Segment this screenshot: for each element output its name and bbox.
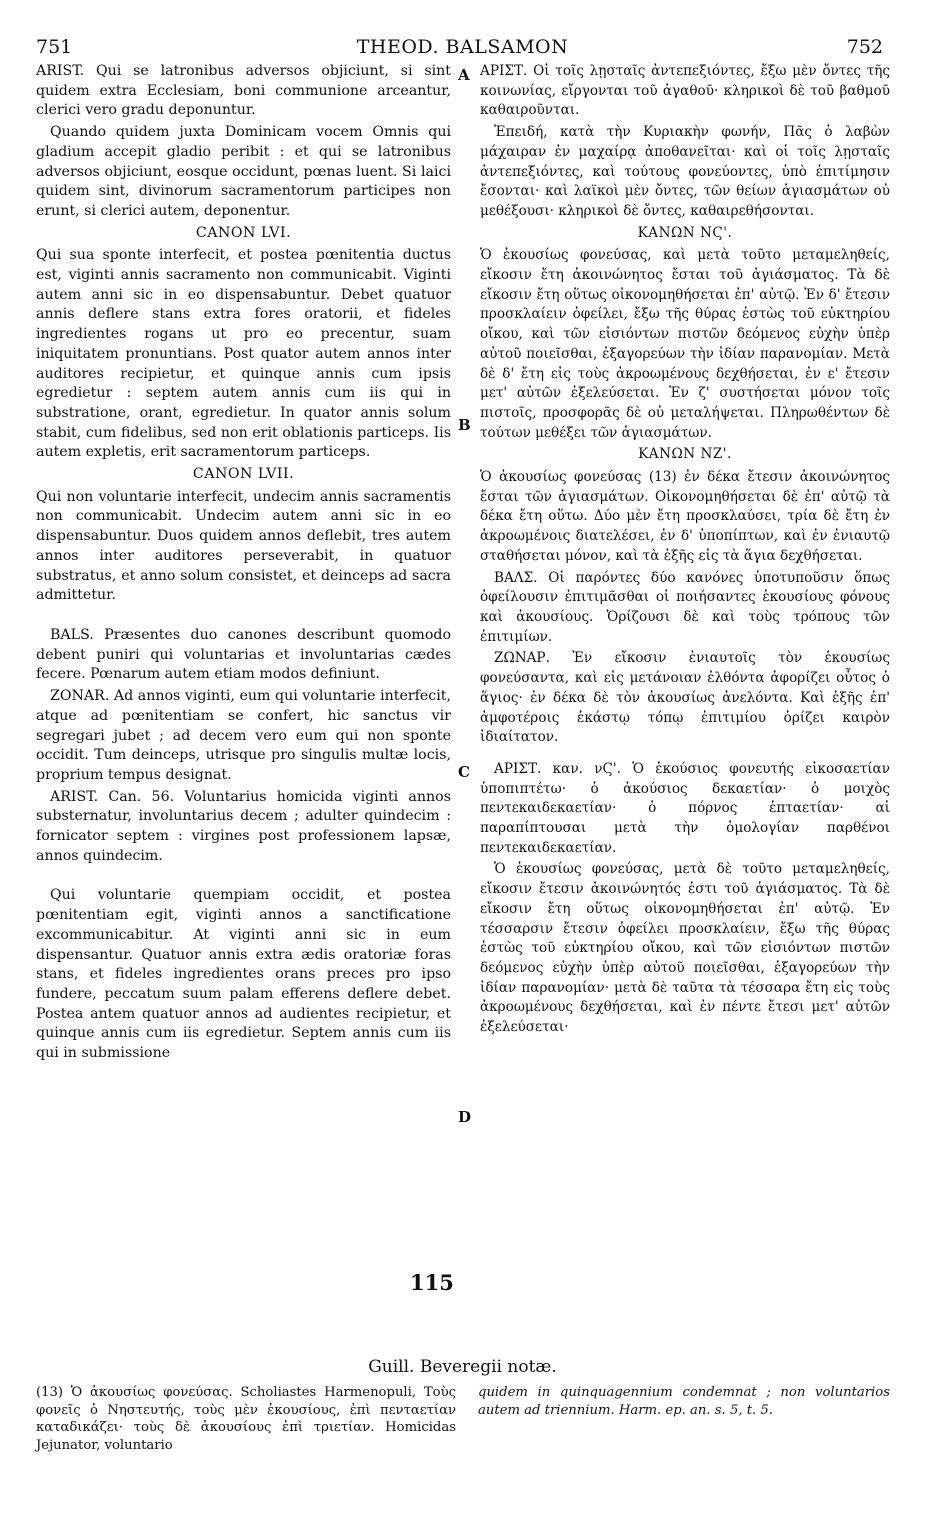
margin-marker-a: A [458,66,470,84]
greek-canon-56-text: Ὁ ἑκουσίως φονεύσας, καὶ μετὰ τοῦτο μεταμεληθείς, εἴκοσιν ἔτη ἀκοινώνητος ἔσται τοῦ ἁγιάσματος. Τὰ δὲ εἴκοσιν ἔτη οὕτως οἰκονομηθήσεται ἐπ' αὐτῷ. Ἐν δ' ἔτεσιν προσκλαίειν ὀφείλει, ἔξω τῆς θύρας ἑστὼς τοῦ εὐκτηρίου οἴκου, καὶ τῶν εἰσιόντων πιστῶν δεόμενος εὐχὴν ὑπὲρ αὐτοῦ ποιεῖσθαι, ἐξαγορεύων τὴν ἰδίαν παρανομίαν. Μετὰ δὲ δ' ἔτη εἰς τοὺς ἀκροωμένους δεχθήσεται, ἐν ε' ἔτεσιν μετ' αὐτῶν ἐξελεύσεται. Ἐν ζ' συστήσεται μόνον τοῖς πιστοῖς, προσφορᾶς δὲ οὐ μεταλήψεται. Πληρωθέντων δὲ τούτων μεθέξει τῶν ἁγιασμάτων. [480,247,890,441]
greek-final-paragraph: Ὁ ἑκουσίως φονεύσας, μετὰ δὲ τοῦτο μεταμεληθείς, εἴκοσιν ἔτεσιν ἀκοινώνητός ἐστι τοῦ ἁγιάσματος. Τὰ δὲ εἴκοσιν ἔτη οὕτως οἰκονομηθήσεται ἐπ' αὐτῷ. Ἐν τέσσαρσιν ἔτεσιν ὀφείλει προσκλαίειν, ἔξω τῆς θύρας ἑστὼς τοῦ εὐκτηρίου οἴκου, καὶ τῶν εἰσιόντων πιστῶν δεόμενος εὐχὴν ὑπὲρ αὐτοῦ ποιεῖσθαι, ἐξαγορεύων τὴν ἰδίαν παρανομίαν· μετὰ δὲ ταῦτα τὰ τέσσαρα ἔτη εἰς τοὺς ἀκροωμένους δεχθήσεται, καὶ ἐν πέντε ἔτεσι μετ' αὐτῶν ἐξελεύσεται· [480,861,890,1036]
greek-arist-paragraph: ΑΡΙΣΤ. Οἱ τοῖς λῃσταῖς ἀντεπεξιόντες, ἔξω μὲν ὄντες τῆς κοινωνίας, εἴργονται τοῦ ἀγαθοῦ· κληρικοὶ δὲ τοῦ βαθμοῦ καθαιροῦνται. [480,63,890,119]
latin-arist-paragraph: ARIST. Qui se latronibus adversos objiciunt, si sint quidem extra Ecclesiam, boni communione arceantur, clerici vero gradu deponuntur. [36,63,451,119]
greek-commentary-paragraph: Ἐπειδή, κατὰ τὴν Κυριακὴν φωνήν, Πᾶς ὁ λαβὼν μάχαιραν ἐν μαχαίρᾳ ἀποθανεῖται· καὶ οἱ τοῖς λῃσταῖς ἀντεπεξιόντες, καὶ τούτους φονεύοντες, ὑπὸ ἐπιτίμησιν ἔσονται· καὶ λαϊκοὶ μὲν ὄντες, τῶν θείων ἁγιασμάτων οὐ μεθέξουσι· κληρικοὶ δὲ ὄντες, καθαιρεθήσονται. [480,124,890,219]
latin-arist-summary: ARIST. Can. 56. Voluntarius homicida viginti annos substernatur, involuntarius decem ; adulter quindecim : fornicator septem : virgines post professionem lapsæ, annos quindecim. [36,788,451,864]
latin-column [36,62,451,1066]
footnote-right: quidem in quinquagennium condemnat ; non voluntarios autem ad triennium. Harm. ep. an. s. 5, t. 5. [478,1385,890,1418]
page-number-left: 751 [36,36,73,58]
running-title: THEOD. BALSAMON [356,36,569,58]
page-number-right: 752 [846,36,883,58]
greek-canon-57-text: Ὁ ἀκουσίως φονεύσας (13) ἐν δέκα ἔτεσιν ἀκοινώνητος ἔσται τῶν ἁγιασμάτων. Οἰκονομηθήσεται δὲ ἐπ' αὐτῷ τὰ δέκα ἔτη οὕτω. Δύο μὲν ἔτη προσκλαύσει, τρία δὲ ἔτη ἐν ἀκροωμένοις διατελέσει, ἐν δ' ὑποπίπτων, καὶ ἐν ἐνιαυτῷ σταθήσεται μόνον, καὶ τὰ ἑξῆς εἰς τὰ ἅγια δεχθήσεται. [480,469,890,564]
latin-bals-paragraph: BALS. Præsentes duo canones describunt quomodo debent puniri qui voluntarias et involuntarias cædes fecere. Pœnarum autem etiam modos definiunt. [36,626,451,683]
latin-canon-57-heading: CANON LVII. [192,466,295,483]
footnote-left: (13) Ὁ ἀκουσίως φονεύσας. Scholiastes Harmenopuli, Τοὺς φονεῖς ὁ Νηστευτής, τοὺς μὲν ἑκουσίους, ἐπὶ πενταετίαν καταδικάζει· τοὺς δὲ ἀκουσίους ἐπὶ τριετίαν. Homicidas Jejunator, voluntario [36,1385,456,1453]
notes-heading: Guill. Beveregii notæ. [368,1357,557,1377]
margin-marker-b: B [458,416,471,434]
greek-column [480,62,890,1040]
greek-bals-paragraph: ΒΑΛΣ. Οἱ παρόντες δύο κανόνες ὑποτυποῦσιν ὅπως ὀφείλουσιν ἐπιτιμᾶσθαι οἱ ποιήσαντες ἑκουσίους φόνους καὶ ἀκουσίους. Ὁρίζουσι δὲ καὶ τοὺς τρόπους τῶν ἐπιτιμίων. [480,569,890,645]
column-number: 115 [410,1270,454,1295]
latin-zonar-paragraph: ZONAR. Ad annos viginti, eum qui voluntarie interfecit, atque ad pœnitentiam se confert, hic sanctus vir segregari jubet ; ad decem vero eum qui non sponte occidit. Tum deinceps, utrisque pro singulis multæ locis, proprium tempus designat. [36,688,451,783]
latin-canon-56-text: Qui sua sponte interfecit, et postea pœnitentia ductus est, viginti annis sacramento non communicabit. Viginti autem anni sic in eo dispensabuntur. Debet quatuor annis deflere stans extra fores oratorii, et fideles ingredientes rogans ut pro eo precentur, suam iniquitatem pronuntians. Post quator autem annos inter auditores recipietur, et quinque annis cum ipsis egredietur : septem autem annis cum iis qui in substratione, orant, egredietur. In quator annis solum stabit, cum fidelibus, sed non erit oblationis particeps. Iis autem expletis, erit sacramentorum particeps. [36,247,451,461]
greek-canon-56-heading: ΚΑΝΩΝ ΝϚ'. [637,224,733,241]
greek-arist-summary: ΑΡΙΣΤ. καν. νϚ'. Ὁ ἑκούσιος φονευτής εἰκοσαετίαν ὑποπιπτέτω· ὁ ἀκούσιος δεκαετίαν· ὁ μοιχὸς πεντεκαιδεκαετίαν· ὁ πόρνος ἑπταετίαν· αἱ παραπίπτουσαι μετὰ τὴν ὁμολογίαν παρθένοι πεντεκαιδεκαετίαν. [480,760,890,856]
greek-zonar-paragraph: ΖΩΝΑΡ. Ἐν εἴκοσιν ἐνιαυτοῖς τὸν ἑκουσίως φονεύσαντα, καὶ εἰς μετάνοιαν ἐλθόντα ἀφορίζει οὗτος ὁ ἅγιος· ἐν δέκα δὲ τὸν ἀκουσίως ἀνελόντα. Καὶ ἑξῆς ἐπ' ἀμφοτέροις ἑκάστῳ τόπῳ ἐπιτιμίου ὁρίζει καιρὸν ἰδιαίτατον. [480,650,890,746]
margin-marker-d: D [458,1108,472,1126]
latin-canon-57-text: Qui non voluntarie interfecit, undecim annis sacramentis non communicabit. Undecim autem anni sic in eo dispensabuntur. Duos quidem annos deflebit, tres autem annos inter auditores perseverabit, in quatuor substratus, et anno solum consistet, et deinceps ad sacra admittetur. [36,488,451,604]
greek-canon-57-heading: ΚΑΝΩΝ ΝΖ'. [638,446,732,463]
latin-final-paragraph: Qui voluntarie quempiam occidit, et postea pœnitentiam egit, viginti annos a sanctificatione excommunicabitur. At viginti anni sic in eum dispensantur. Quatuor annis extra ædis oratoriæ foras stans, et fideles ingredientes orans preces pro ipso fundere, peccatum suum palam efferens deflere debet. Postea antem quatuor annos ad audientes recipietur, et quinque annis cum iis egredietur. Septem annis cum iis qui in submissione [36,887,451,1062]
latin-canon-56-heading: CANON LVI. [195,224,292,241]
latin-commentary-paragraph: Quando quidem juxta Dominicam vocem Omnis qui gladium accepit gladio peribit : et qui se latronibus adversos objiciunt, eosque occidunt, pœnas luent. Si laici quidem sint, divinorum sacramentorum participes non erunt, si clerici autem, deponentur. [36,124,451,219]
margin-marker-c: C [458,763,470,781]
